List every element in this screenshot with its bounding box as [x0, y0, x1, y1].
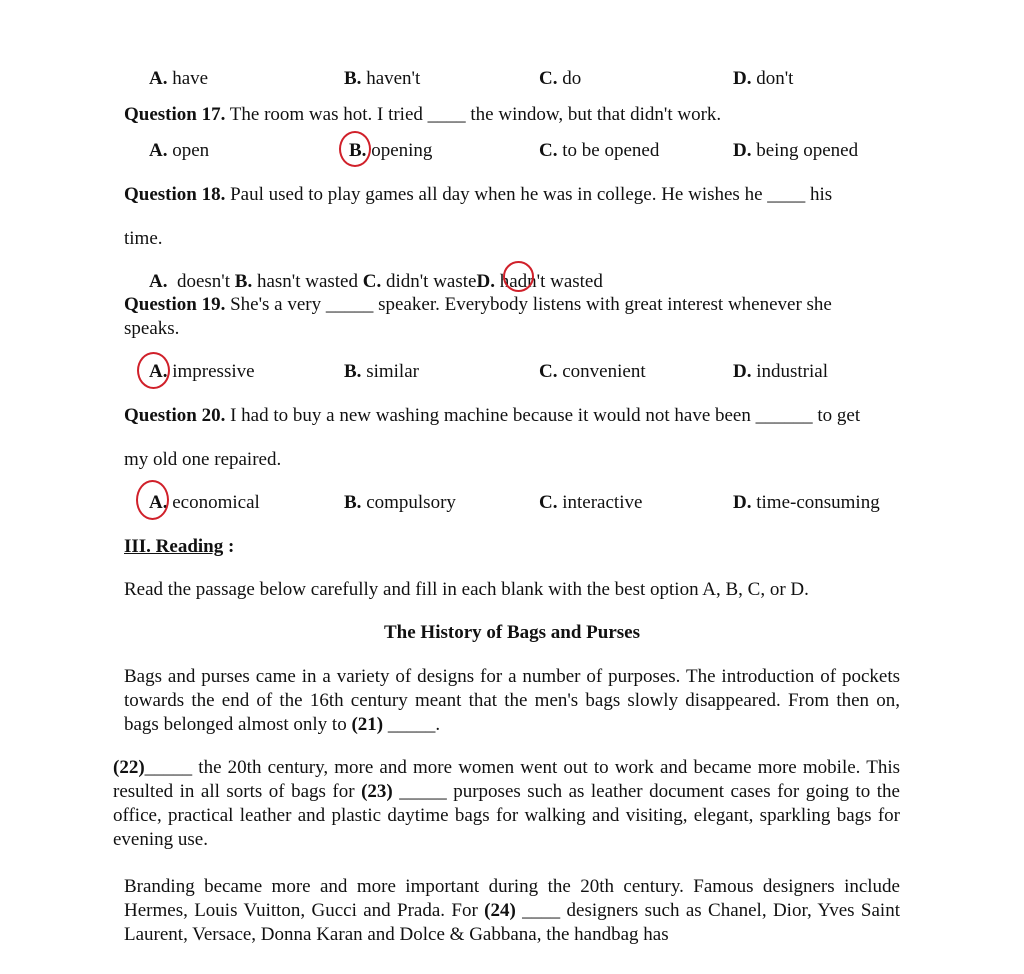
q19-stem-line2: speaks. [124, 318, 180, 339]
q18-options [149, 270, 603, 294]
q20-option-c[interactable]: C. interactive [539, 492, 643, 513]
q20-option-d[interactable]: D. time-consuming [733, 492, 880, 513]
q20-option-b[interactable]: B. compulsory [344, 492, 456, 513]
q20-option-a[interactable]: A. economical [149, 492, 260, 513]
q17-option-c[interactable]: C. to be opened [539, 140, 660, 161]
selected-answer-circle [503, 261, 534, 292]
q20-stem-line2: my old one repaired. [124, 449, 282, 470]
q18-option-a[interactable]: doesn't [176, 271, 231, 292]
q19-option-b[interactable]: B. similar [344, 361, 419, 382]
blank-23: (23) [361, 781, 393, 802]
q19-option-d[interactable]: D. industrial [733, 361, 829, 382]
q18-option-a-letter[interactable]: A. [149, 271, 168, 292]
selected-answer-circle [136, 480, 169, 520]
passage-paragraph-2: (22)_____ the 20th century, more and more women went out to work and became more mobile. This resulted in all sorts of bags for (23) _____ purposes such as leather document cases for going to the office, practical leather and plastic daytime bags for walking and visiting, elegant, sparkling bags for evening use. [113, 757, 900, 850]
passage-paragraph-1: Bags and purses came in a variety of designs for a number of purposes. The introduction of pockets towards the end of the 16th century meant that the men's bags slowly disappeared. From then on, bags belonged almost only to (21) _____. [124, 666, 900, 735]
q18-option-d[interactable]: hadn't wasted [499, 271, 603, 292]
q18-option-c[interactable]: didn't waste [385, 271, 477, 292]
passage-title: The History of Bags and Purses [384, 622, 640, 643]
q18-option-b-letter[interactable]: B. [234, 271, 253, 292]
blank-21: (21) [351, 714, 384, 735]
blank-22: (22) [113, 757, 145, 778]
q19-stem: Question 19. She's a very _____ speaker. Everybody listens with great interest whenever she [124, 294, 832, 315]
reading-instruction: Read the passage below carefully and fill in each blank with the best option A, B, C, or D. [124, 579, 809, 600]
q17-option-a[interactable]: A. open [149, 140, 210, 161]
selected-answer-circle [339, 131, 371, 167]
q18-stem: Question 18. Paul used to play games all day when he was in college. He wishes he ____ his [124, 184, 833, 205]
q18-option-b[interactable]: hasn't wasted [256, 271, 358, 292]
q18-stem-line2: time. [124, 228, 163, 249]
q16-option-b[interactable]: B. haven't [344, 68, 421, 89]
q19-label: Question 19. [124, 294, 226, 315]
q16-option-a[interactable]: A. have [149, 68, 209, 89]
q17-label: Question 17. [124, 104, 226, 125]
selected-answer-circle [137, 352, 170, 389]
q17-stem: Question 17. The room was hot. I tried ____ the window, but that didn't work. [124, 104, 722, 125]
q20-stem: Question 20. I had to buy a new washing machine because it would not have been ______ to get [124, 405, 861, 426]
q18-label: Question 18. [124, 184, 226, 205]
reading-heading: III. Reading : [124, 536, 235, 557]
q17-option-b[interactable]: B. opening [349, 140, 433, 161]
blank-24: (24) [484, 900, 516, 921]
q16-option-c[interactable]: C. do [539, 68, 582, 89]
q16-option-d[interactable]: D. don't [733, 68, 794, 89]
q19-option-c[interactable]: C. convenient [539, 361, 646, 382]
q19-option-a[interactable]: A. impressive [149, 361, 255, 382]
q18-option-d-letter[interactable]: D. [476, 271, 495, 292]
q18-option-c-letter[interactable]: C. [362, 271, 382, 292]
q17-option-d[interactable]: D. being opened [733, 140, 859, 161]
q20-label: Question 20. [124, 405, 226, 426]
passage-paragraph-3: Branding became more and more important during the 20th century. Famous designers include Hermes, Louis Vuitton, Gucci and Prada. For (24) ____ designers such as Chanel, Dior, Yves Saint Laurent, Versace, Donna Karan and Dolce & Gabbana, the handbag has [124, 876, 900, 945]
